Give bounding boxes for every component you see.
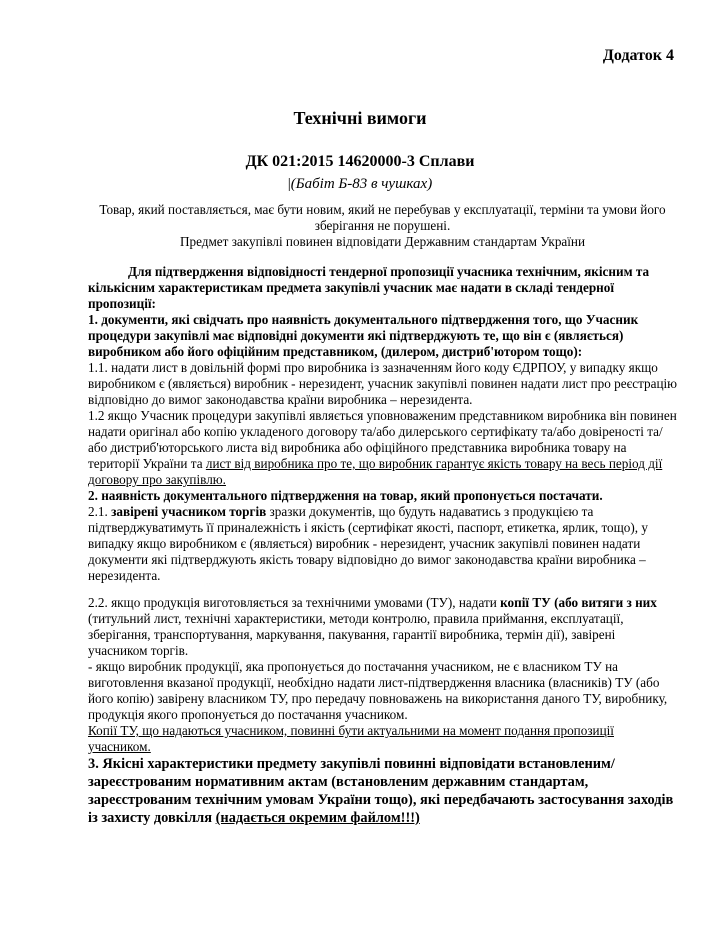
- section-2-item-1-prefix: 2.1.: [88, 504, 112, 519]
- section-2-item-4: Копії ТУ, що надаються учасником, повинні бути актуальними на момент подання пропозиції учасником.: [88, 723, 614, 754]
- subtitle: [0, 176, 720, 193]
- text-cursor-mark: |: [287, 176, 291, 192]
- section-2-item-2-prefix: 2.2. якщо продукція виготовляється за технічними умовами (ТУ), надати: [88, 595, 501, 610]
- section-2-item-2-rest: (титульний лист, технічні характеристики, методи контролю, правила приймання, експлуатації, зберігання, транспортування, маркування, пакування, гарантії виробника, термін дії), завірені учасником торгів.: [88, 611, 624, 658]
- paragraph-spacer: [88, 584, 678, 595]
- section-2-item-1: [88, 504, 678, 584]
- section-3-text: 3. Якісні характеристики предмету закупівлі повинні відповідати встановленим/зареєстрованим нормативним актам (встановленим державним стандартам, зареєстрованим технічним умовам України тощо), які передбачають застосування заходів із захисту довкілля: [88, 756, 674, 826]
- section-2-item-2-bold: копії ТУ (або витяги з них: [500, 595, 657, 610]
- section-1-item-2-underlined: лист від виробника про те, що виробник гарантує якість товару на весь період дії договору про закупівлю.: [88, 456, 663, 487]
- annex-label: Додаток 4: [602, 47, 674, 64]
- section-1-item-1: 1.1. надати лист в довільній формі про виробника із зазначенням його коду ЄДРПОУ, у випадку якщо виробником є (являється) виробник - нерезидент, учасник закупівлі повинен надати лист про реєстрацію відповідно до вимог законодавства країни виробника – нерезидента.: [88, 360, 678, 407]
- page-title: Технічні вимоги: [293, 108, 427, 128]
- intro-block: [90, 202, 675, 250]
- section-2-item-1-bold: завірені учасником торгів: [111, 504, 267, 519]
- section-2-item-3: - якщо виробник продукції, яка пропонується до постачання учасником, не є власником ТУ на виготовлення вказаної продукції, необхідно надати лист-підтвердження власника (власників) ТУ (або його копію) завірену власником ТУ, про передачу повноважень на використання даного ТУ, виробнику, продукція якого пропонується до постачання учасником.: [88, 659, 668, 722]
- document-body: [88, 264, 678, 827]
- section-1-item-2: [88, 408, 678, 488]
- section-3: [88, 755, 678, 827]
- subtitle-text: (Бабіт Б-83 в чушках): [290, 176, 433, 192]
- lead-paragraph: Для підтвердження відповідності тендерної пропозиції учасника технічним, якісним та кількісним характеристикам предмета закупівлі учасник має надати в складі тендерної пропозиції:: [88, 264, 650, 311]
- intro-line-1: Товар, який поставляється, має бути новим, який не перебував у експлуатації, терміни та умови його зберігання не порушені.: [99, 202, 666, 233]
- section-2-item-2: [88, 595, 678, 659]
- intro-line-2: Предмет закупівлі повинен відповідати Державним стандартам України: [179, 234, 586, 249]
- section-3-underlined: (надається окремим файлом!!!): [215, 810, 420, 826]
- section-2-item-1-rest: зразки документів, що будуть надаватись з продукцією та підтверджуватимуть її приналежність і якість (сертифікат якості, паспорт, етикетка, ярлик, тощо), у випадку якщо виробником є (являється) виробник - нерезидент, учасник закупівлі повинен надати документи які підтверджують якість товару відповідно до вимог законодавства країни виробника – нерезидента.: [88, 504, 648, 583]
- section-1-item-2-text: 1.2 якщо Учасник процедури закупівлі являється уповноваженим представником виробника він повинен надати оригінал або копію укладеного договору та/або дилерського сертифікату та/або довіреності та/або дистриб'юторського листа від виробника або офіційного представника виробника товару на території України та: [88, 408, 677, 471]
- section-2-heading: 2. наявність документального підтвердження на товар, який пропонується постачати.: [88, 488, 603, 503]
- dk-code: ДК 021:2015 14620000-3 Сплави: [245, 153, 475, 170]
- section-1-heading: 1. документи, які свідчать про наявність документального підтвердження того, що Учасник процедури закупівлі має відповідні документи які підтверджують те, що він є (являється) виробником або його офіційним представником, (дилером, дистриб'ютором тощо):: [88, 312, 639, 359]
